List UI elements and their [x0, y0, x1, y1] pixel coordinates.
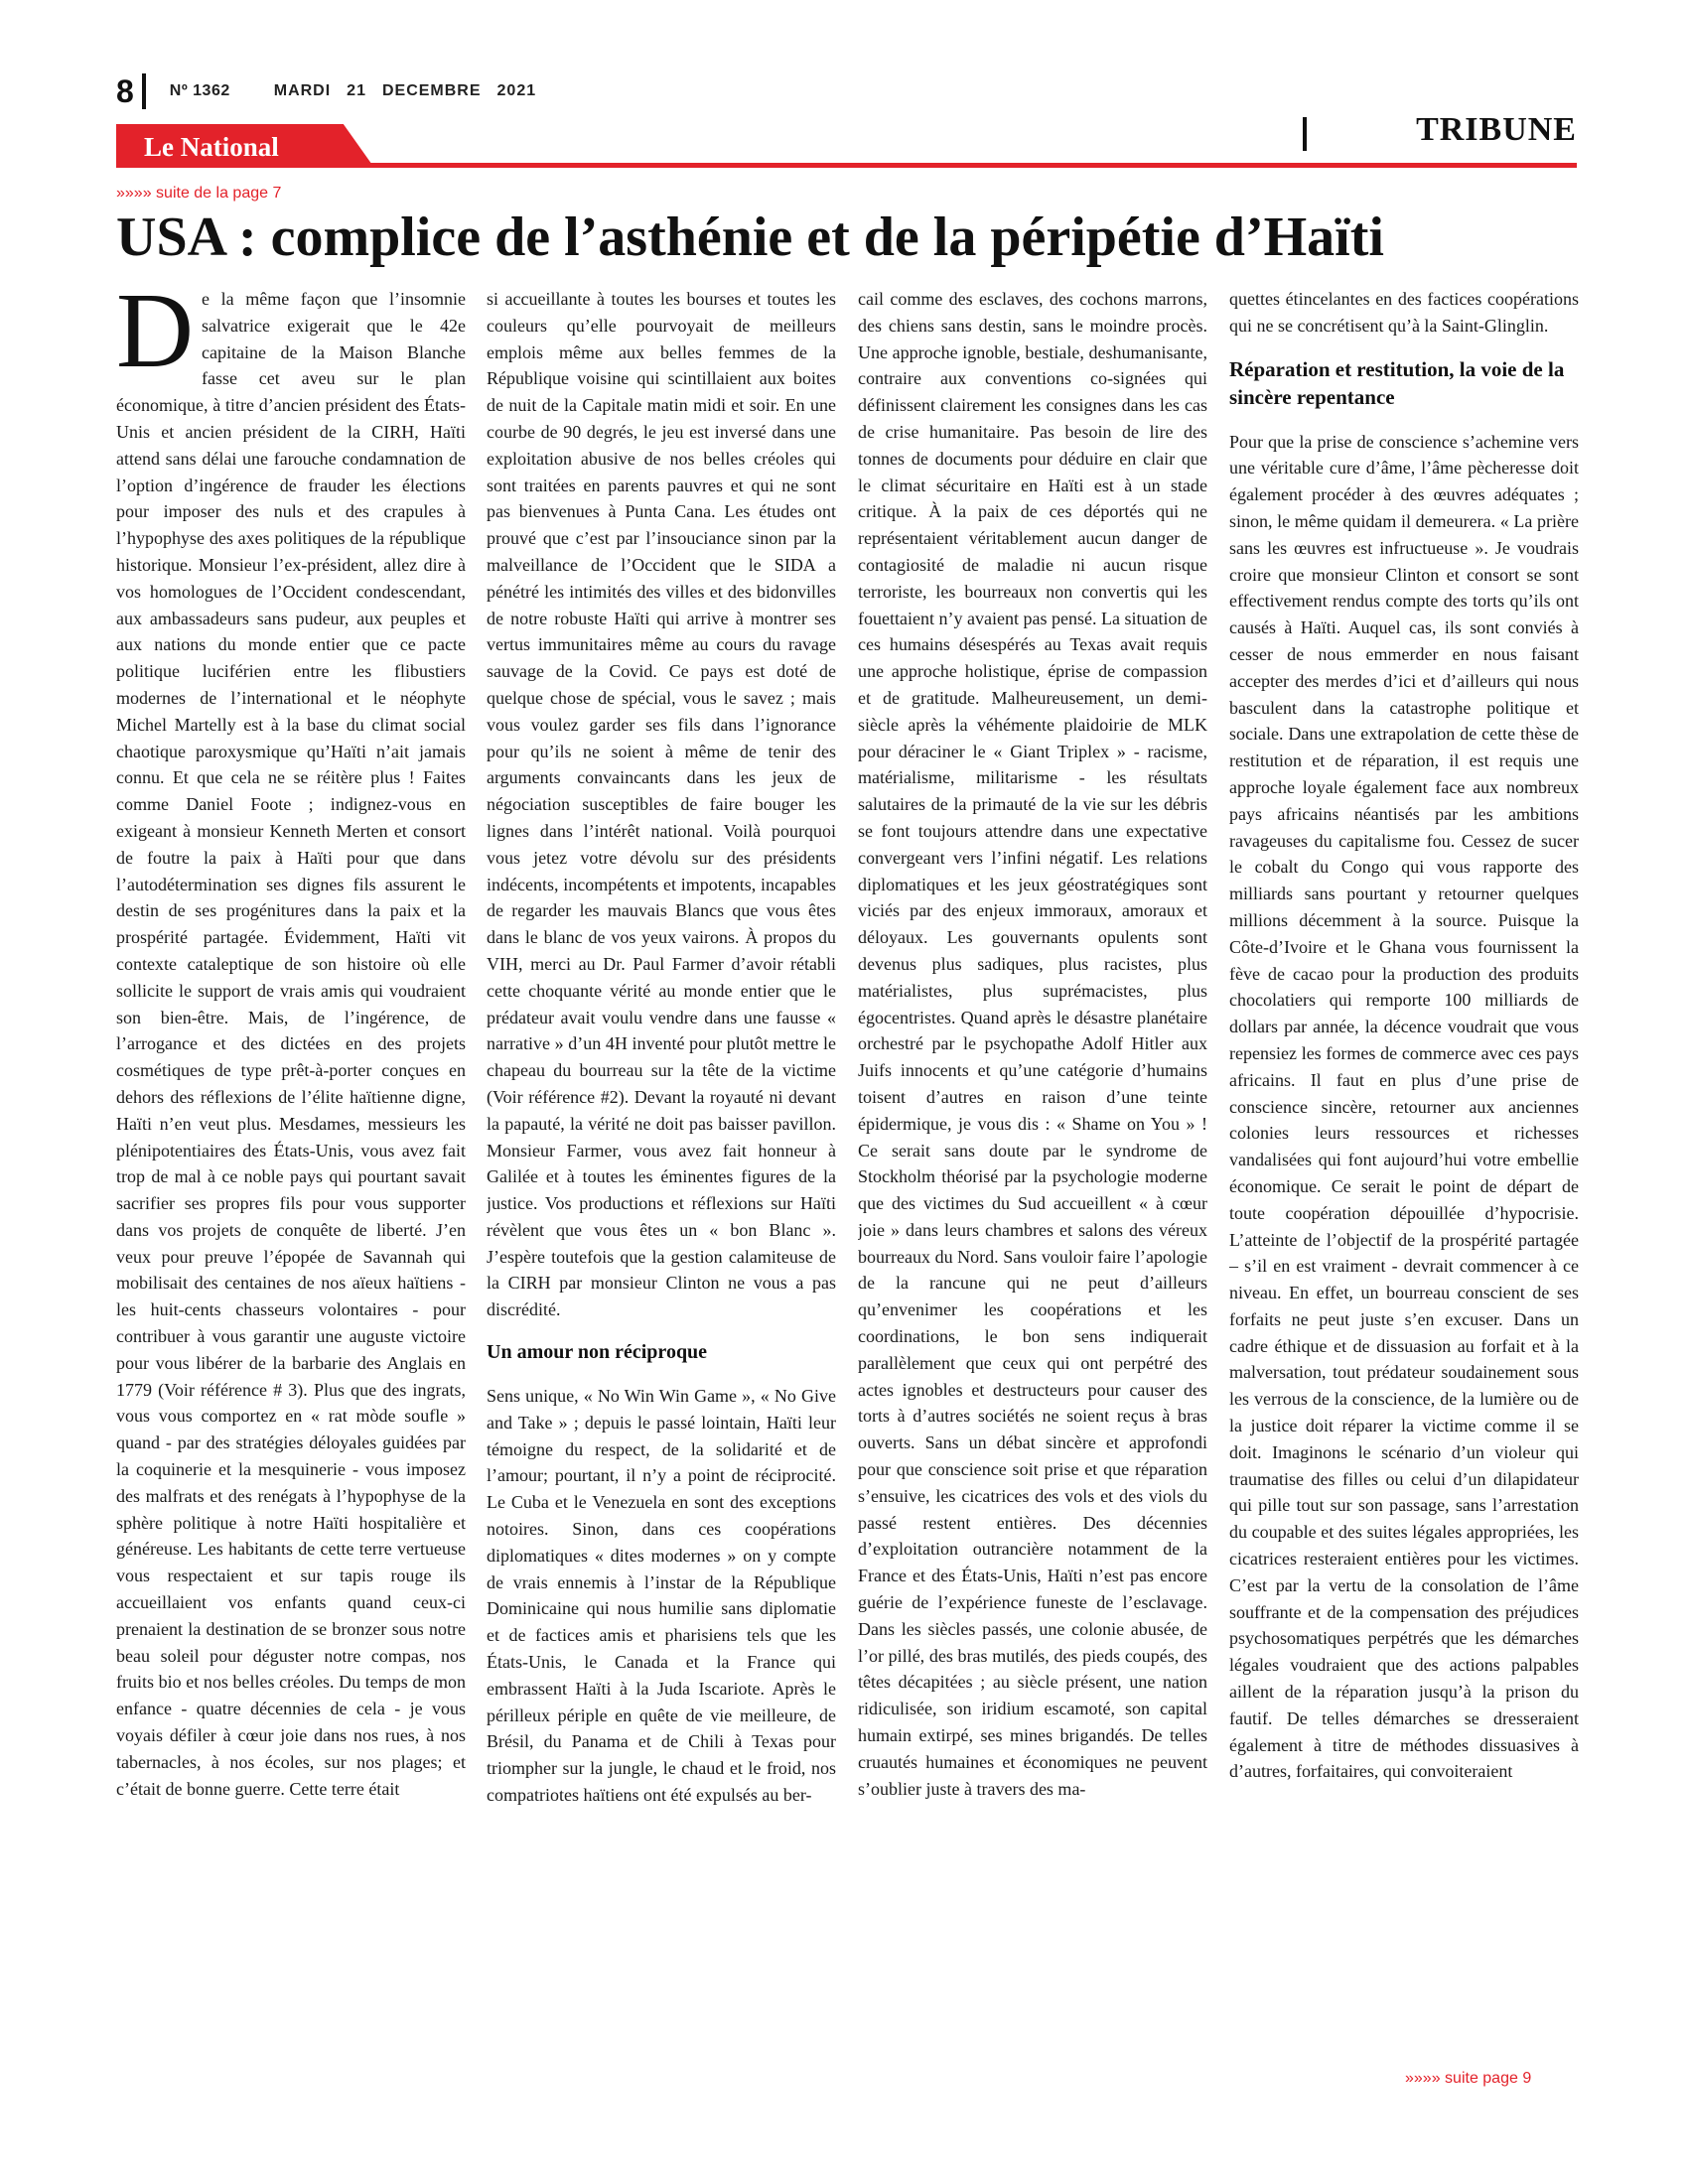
column-3-text: cail comme des esclaves, des cochons marrons, des chiens sans destin, sans le moindre procès. Une approche ignoble, bestiale, deshumanisante, contraire aux conventions co-signées qui définissent clairement les consignes dans les cas de crise humanitaire. Pas besoin de lire des tonnes de documents pour déduire en clair que le climat sécuritaire en Haïti est à un stade critique. À la paix de ces déportés qui ne représentaient véritablement aucun danger de contagiosité de maladie ni aucun risque terroriste, les bourreaux non convertis qui les fouettaient n’y avaient pas pensé. La situation de ces humains désespérés au Texas avait requis une approche holistique, éprise de compassion et de gratitude. Malheureusement, un demi-siècle après la véhémente plaidoirie de MLK pour déraciner le « Giant Triplex » - racisme, matérialisme, militarisme - les résultats salutaires de la primauté de la vie sur les débris se font toujours attendre dans une expectative convergeant vers l’infini négatif. Les relations diplomatiques et les jeux géostratégiques sont viciés par des enjeux immoraux, amoraux et déloyaux. Les gouvernants opulents sont devenus plus sadiques, plus racistes, plus matérialistes, plus suprémacistes, plus égocentristes. Quand après le désastre planétaire orchestré par le psychopathe Adolf Hitler aux Juifs innocents et qu’une catégorie d’humains toisent d’autres en raison d’une teinte épidermique, je vous dis : « Shame on You » ! Ce serait sans doute par le syndrome de Stockholm théorisé par la psychologie moderne que des victimes du Sud accueillent « à cœur joie » dans leurs chambres et salons des véreux bourreaux du Nord. Sans vouloir faire l’apologie de la rancune qui ne peut d’ailleurs qu’envenimer les coopérations et les coordinations, le bon sens indiquerait parallèlement que ceux qui ont perpétré des actes ignobles et destructeurs pour causer des torts à d’autres sociétés ne soient reçus à bras ouverts. Sans un débat sincère et approfondi pour que conscience soit prise et que réparation s’ensuive, les cicatrices des vols et des viols du passé restent entières. Des décennies d’exploitation outrancière notamment de la France et des États-Unis, Haïti n’est pas encore guérie de l’expérience funeste de l’esclavage. Dans les siècles passés, une colonie abusée, de l’or pillé, des bras mutilés, des pieds coupés, des têtes décapitées ; au siècle présent, une nation ridiculisée, son iridium escamoté, son capital humain extirpé, ses mines brigandés. De telles cruautés humaines et économiques ne peuvent s’oublier juste à travers des ma- [858, 289, 1207, 1799]
date-day: MARDI [273, 82, 332, 99]
article-title: USA : complice de l’asthénie et de la péripétie d’Haïti [116, 206, 1384, 268]
drop-cap: D [116, 286, 194, 390]
column-2-text-a: si accueillante à toutes les bourses et toutes les couleurs qu’elle pourvoyait de meilleurs emplois même aux belles femmes de la République voisine qui scintillaient aux boites de nuit de la Capitale matin midi et soir. En une courbe de 90 degrés, le jeu est inversé dans une exploitation abusive de nos belles créoles qui sont traitées en parents pauvres et qui ne sont pas bienvenues à Punta Cana. Les études ont prouvé que c’est par l’insouciance sinon par la malveillance de l’Occident que le SIDA a pénétré les intimités des villes et des bidonvilles de notre robuste Haïti qui arrive à montrer ses vertus immunitaires même au cours du ravage sauvage de la Covid. Ce pays est doté de quelque chose de spécial, vous le savez ; mais vous voulez garder ses fils dans l’ignorance pour qu’ils ne soient à même de tenir des arguments convaincants dans les jeux de négociation susceptibles de faire bouger les lignes dans l’intérêt national. Voilà pourquoi vous jetez votre dévolu sur des présidents indécents, incompétents et impotents, incapables de regarder les mauvais Blancs que vous êtes dans le blanc de vos yeux vairons. À propos du VIH, merci au Dr. Paul Farmer d’avoir rétabli cette choquante vérité au monde entier que le prédateur avait voulu vendre dans une fausse « narrative » d’un 4H inventé pour plutôt mettre le chapeau du bourreau sur la tête de la victime (Voir référence #2). Devant la royauté ni devant la papauté, la vérité ne doit pas baisser pavillon. Monsieur Farmer, vous avez fait honneur à Galilée et à toutes les éminentes figures de la justice. Vos productions et réflexions sur Haïti révèlent que vous êtes un « bon Blanc ». J’espère toutefois que la gestion calamiteuse de la CIRH par monsieur Clinton ne vous a pas discrédité. [487, 289, 836, 1320]
date-month: DECEMBRE [381, 82, 482, 99]
subheading-reparation: Réparation et restitution, la voie de la sincère repentance [1229, 356, 1565, 409]
continued-from: »»»» suite de la page 7 [116, 185, 282, 202]
column-1-text: e la même façon que l’insomnie salvatrice exigerait que le 42e capitaine de la Maison Blanche fasse cet aveu sur le plan économique, à titre d’ancien président des États-Unis et ancien président de la CIRH, Haïti attend sans délai une farouche condamnation de l’option d’ingérence de frauder les élections pour imposer des nuls et des crapules à l’hypophyse des axes politiques de la république historique. Monsieur l’ex-président, allez dire à vos homologues de l’Occident condescendant, aux ambassadeurs sans pudeur, aux peuples et aux nations du monde entier que ce pacte politique luciférien entre les flibustiers modernes de l’international et le néophyte Michel Martelly est à la base du climat social chaotique paroxysmique qu’Haïti n’ait jamais connu. Et que cela ne se réitère plus ! Faites comme Daniel Foote ; indignez-vous en exigeant à monsieur Kenneth Merten et consort de foutre la paix à Haïti pour que dans l’autodétermination ses dignes fils assurent le destin de ses progénitures dans la paix et la prospérité partagée. Évidemment, Haïti vit contexte cataleptique de son histoire où elle sollicite le support de vrais amis qui voudraient son bien-être. Mais, de l’ingérence, de l’arrogance et des dictées en des projets cosmétiques de type prêt-à-porter conçues en dehors des réflexions de l’élite haïtienne digne, Haïti n’en veut plus. Mesdames, messieurs les plénipotentiaires des États-Unis, vous avez fait trop de mal à ce noble pays qui pourtant savait sacrifier ses propres fils pour vous supporter dans vos projets de conquête de liberté. J’en veux pour preuve l’épopée de Savannah qui mobilisait des centaines de nos aïeux haïtiens - les huit-cents chasseurs volontaires - pour contribuer à vous garantir une auguste victoire pour vous libérer de la barbarie des Anglais en 1779 (Voir référence # 3). Plus que des ingrats, vous vous comportez en « rat mòde soufle » quand - par des stratégies déloyales guidées par la coquinerie et la mesquinerie - vous imposez des malfrats et des renégats à l’hypophyse de la sphère politique à notre Haïti hospitalière et généreuse. Les habitants de cette terre vertueuse vous respectaient et sur tapis rouge ils accueillaient vos enfants quand ceux-ci prenaient la destination de se bronzer sous notre beau soleil pour déguster notre compas, nos fruits bio et nos belles créoles. Du temps de mon enfance - quatre décennies de cela - je vous voyais défiler à cœur joie dans nos rues, à nos tabernacles, à nos écoles, sur nos plages; et c’était de bonne guerre. Cette terre était [116, 289, 466, 1799]
article-column-4 [1229, 286, 1579, 2065]
masthead-top [116, 71, 552, 111]
date-number: 21 [347, 82, 366, 99]
brand-name: Le National [144, 132, 279, 162]
header-rule [357, 163, 1577, 168]
column-2-text-b: Sens unique, « No Win Win Game », « No Give and Take » ; depuis le passé lointain, Haïti leur témoigne du respect, de la solidarité et de l’amour; pourtant, il n’y a point de réciprocité. Le Cuba et le Venezuela en sont des exceptions notoires. Sinon, dans ces coopérations diplomatiques « dites modernes » on y compte de vrais ennemis à l’instar de la République Dominicaine qui nous humilie sans diplomatie et de factices amis et pharisiens tels que les États-Unis, le Canada et la France qui embrassent Haïti à la Juda Iscariote. Après le périlleux périple en quête de vie meilleure, de Brésil, du Panama et de Chili à Texas pour triompher sur la jungle, le chaud et le froid, nos compatriotes haïtiens ont été expulsés au ber- [487, 1386, 836, 1806]
continued-to: »»»» suite page 9 [1405, 2070, 1532, 2087]
issue-number: Nº 1362 [169, 82, 230, 99]
column-4-text-b: Pour que la prise de conscience s’achemine vers une véritable cure d’âme, l’âme pècheresse doit également procéder à des œuvres adéquates ; sinon, le même quidam il demeurera. « La prière sans les œuvres est infructueuse ». Je voudrais croire que monsieur Clinton et consort se sont effectivement rendus compte des torts qu’ils ont causés à Haïti. Auquel cas, ils sont conviés à cesser de nous emmerder en nous faisant accepter des merdes d’ici et d’ailleurs qui nous basculent dans la catastrophe politique et sociale. Dans une extrapolation de cette thèse de restitution et de réparation, il est requis une approche loyale également face aux nombreux pays africains néantisés par les ambitions ravageuses du capitalisme fou. Cessez de sucer le cobalt du Congo qui vous rapporte des milliards sans pourtant y retourner quelques millions décemment à la source. Puisque la Côte-d’Ivoire et le Ghana vous fournissent la fève de cacao pour la production des produits chocolatiers qui remporte 100 milliards de dollars par année, la décence voudrait que vous repensiez les formes de commerce avec ces pays africains. Il faut en plus d’une prise de conscience sincère, retourner aux anciennes colonies leurs ressources et richesses vandalisées qui font aujourd’hui votre embellie économique. Ce serait le point de départ de toute coopération dépouillée d’hypocrisie. L’atteinte de l’objectif de la prospérité partagée – s’il en est vraiment - devrait commencer à ce niveau. En effet, un bourreau conscient de ses forfaits ne peut juste s’en excuser. Dans un cadre éthique et de dissuasion au forfait et à la malversation, tout prédateur soudainement sous les verrous de la conscience, de la lumière ou de la justice doit réparer la victime comme il se doit. Imaginons le scénario d’un violeur qui traumatise des filles ou celui d’un dilapidateur qui pille tout sur son passage, sans l’arrestation du coupable et des suites légales appropriées, les cicatrices resteraient entières pour les victimes. C’est par la vertu de la consolation de l’âme souffrante et de la compensation des préjudices psychosomatiques perpétrés que les démarches légales voudraient que des actions palpables aillent de la réparation jusqu’à la prison du fautif. De telles démarches se dresseraient également à titre de méthodes dissuasives à d’autres, forfaitaires, qui convoiteraient [1229, 431, 1579, 1782]
page-number: 8 [116, 72, 134, 109]
page-number-divider [142, 73, 146, 109]
section-title: TRIBUNE [1416, 111, 1577, 148]
date-year: 2021 [496, 82, 537, 99]
column-4-text-a: quettes étincelantes en des factices coopérations qui ne se concrétisent qu’à la Saint-Glinglin. [1229, 289, 1579, 336]
subheading-amour: Un amour non réciproque [487, 1341, 708, 1364]
section-divider [1303, 117, 1307, 151]
article-column-1 [116, 286, 466, 2053]
article-column-2 [487, 286, 836, 2053]
article-column-3 [858, 286, 1207, 2053]
